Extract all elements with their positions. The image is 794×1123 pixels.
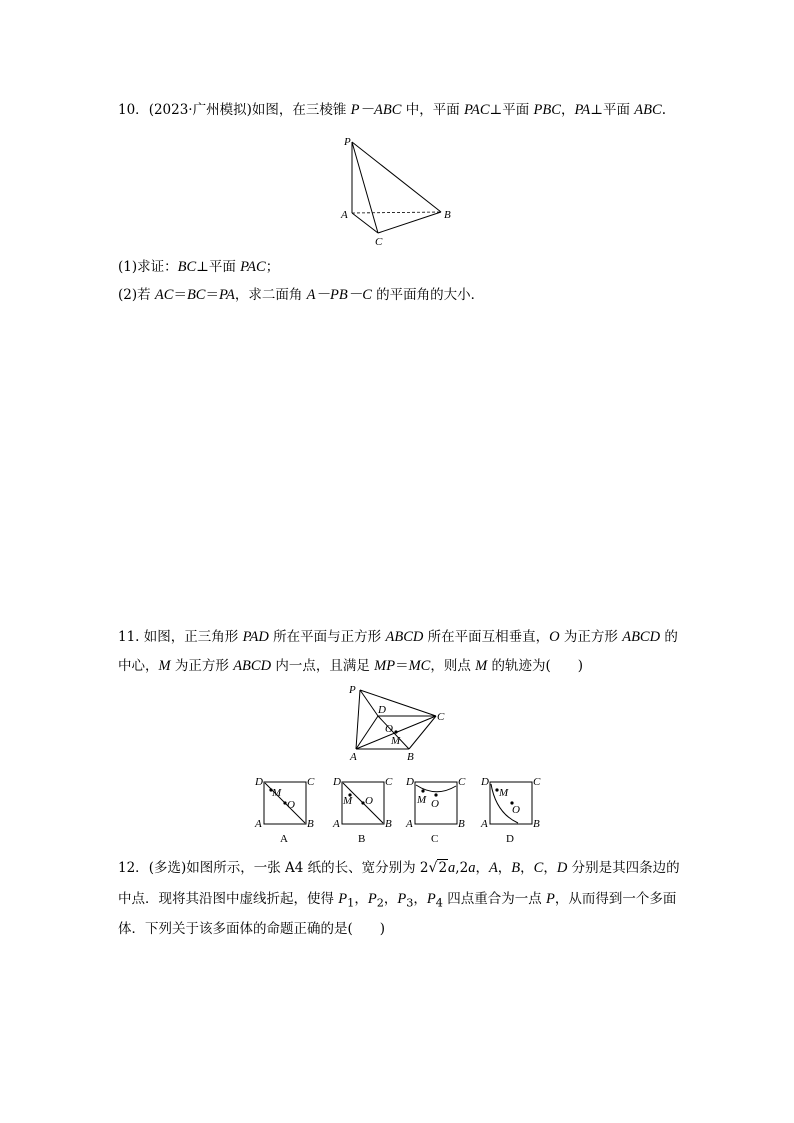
q11-option-c[interactable] [403,773,473,852]
q10-label-C: C [375,236,383,248]
q11-opt-a-label-D: D [255,776,263,788]
q12-text: ， [354,891,368,907]
q11-text: 中心， [118,658,159,674]
q11-opt-a-label-O: O [287,799,295,811]
q10-text: ＝ [173,287,187,303]
q11-label-D: D [378,704,386,716]
q10-label-B: B [444,209,451,221]
q10-math: PAC [240,259,266,275]
q10-text: ； [265,259,280,275]
q12-math: B [511,860,521,876]
q11-opt-b-label-A: A [333,818,340,830]
q11-text: 所在平面与正方形 [268,629,386,645]
q10-math: AC [154,287,174,303]
q11-label-A: A [350,751,357,763]
q11-opt-b-label-B: B [385,818,392,830]
q10-text: ，求二面角 [234,287,307,303]
q11-label-P: P [349,684,356,696]
q11-math: M [475,658,488,674]
q10-text: ＝ [205,287,219,303]
q11-text: 为正方形 [170,658,234,674]
q12-stem-line1 [118,859,680,877]
q10-part2-text: (2)若 [118,287,155,303]
q11-text: 内一点，且满足 [271,658,375,674]
q11-label-B: B [407,751,414,763]
q12-text: ,2 [455,860,469,876]
q11-opt-a-label-A: A [255,818,262,830]
q10-number: 10． [118,102,149,118]
q10-text: ⊥平面 [196,259,241,275]
q10-label-P: P [344,136,351,148]
q10-part1-text: (1)求证： [118,259,178,275]
q11-math: M [158,658,171,674]
q11-stem-line1 [118,628,678,646]
q11-number: 11. [118,629,144,645]
q12-text: 体．下列关于该多面体的命题正确的是( ) [118,921,386,937]
q11-opt-d-label-B: B [533,818,540,830]
q12-math: A [488,860,498,876]
q12-text: ， [475,860,489,876]
q11-opt-c-label-B: B [458,818,465,830]
q10-math: A－PB－C [306,287,372,303]
q11-opt-c-label-D: D [406,776,414,788]
q11-math: PAD [242,629,269,645]
q11-label-C: C [437,711,445,723]
q11-math: ABCD [385,629,424,645]
q11-text: ＝ [395,658,409,674]
q10-math: BC [177,259,197,275]
q11-opt-c-label-M: M [417,794,427,806]
q12-subscript: 4 [435,896,443,910]
q10-stem [118,101,666,119]
q11-label-O: O [385,723,393,735]
q10-math: ABC [634,102,662,118]
q12-stem-line3 [118,920,385,938]
q12-math: P [426,891,436,907]
q12-text: ， [520,860,534,876]
q11-opt-b-label-D: D [333,776,341,788]
q12-math: P [338,891,348,907]
q10-source: (2023·广州模拟) [148,102,252,118]
q10-text: 中，平面 [401,102,465,118]
q10-text: . [661,102,666,118]
q12-number: 12． [118,860,149,876]
q10-text: ⊥平面 [590,102,635,118]
q12-math: a [468,860,476,876]
sqrt-radical-icon: √ [428,860,438,876]
q11-math: MP [374,658,396,674]
q11-math: ABCD [622,629,661,645]
q10-text: 的平面角的大小． [371,287,485,303]
q11-opt-d-label-D: D [481,776,489,788]
q12-text: 四点重合为一点 [442,891,547,907]
q11-opt-c-label-A: A [406,818,413,830]
q12-text: ， [543,860,557,876]
q12-stem-line2 [118,890,676,913]
q11-text: 所在平面互相垂直， [423,629,550,645]
q11-label-M: M [391,735,401,747]
q11-option-b-letter: B [358,833,366,845]
q12-text: ， [413,891,427,907]
q12-math: P [546,891,555,907]
q12-sqrt-value: 2 [438,860,448,876]
q11-math: ABCD [233,658,272,674]
q12-subscript: 3 [406,896,414,910]
q10-text: 如图，在三棱锥 [251,102,351,118]
q11-option-a-letter: A [280,833,288,845]
q12-text: 中点．现将其沿图中虚线折起，使得 [118,891,339,907]
q11-opt-d-label-M: M [499,787,509,799]
q11-option-a[interactable] [252,773,322,852]
q11-opt-a-label-B: B [307,818,314,830]
q11-opt-d-label-O: O [512,804,520,816]
q11-text: 的轨迹为( ) [487,658,584,674]
q11-figure-pyramid [340,680,460,769]
q11-option-b[interactable] [330,773,400,852]
q12-math: P [397,891,407,907]
q12-text: 分别是其四条边的 [567,860,680,876]
q11-text: ，则点 [430,658,476,674]
q10-math: P－ABC [350,102,402,118]
q11-math: O [549,629,560,645]
q11-math: MC [408,658,431,674]
q10-label-A: A [341,209,348,221]
q10-figure-tetrahedron [330,130,470,254]
q12-text: ， [497,860,512,876]
q12-sqrt [429,859,449,876]
q10-math: PA [574,102,591,118]
q12-math: D [556,860,568,876]
q11-text: 如图，正三角形 [143,629,243,645]
q11-opt-d-label-A: A [481,818,488,830]
q10-math: PA [218,287,235,303]
q11-opt-b-label-C: C [385,776,393,788]
q11-opt-b-label-O: O [365,795,373,807]
q11-opt-c-label-O: O [431,798,439,810]
q12-math: a [448,860,456,876]
q10-text: ， [560,102,575,118]
q12-math: P [367,891,377,907]
q12-text: ，从而得到一个多面 [554,891,677,907]
q11-opt-a-label-C: C [307,776,315,788]
q10-part2 [118,286,484,304]
q12-subscript: 1 [347,896,355,910]
q10-text: ⊥平面 [489,102,534,118]
q11-opt-a-label-M: M [272,787,282,799]
q12-math: C [533,860,544,876]
q10-math: PAC [464,102,490,118]
q11-option-c-letter: C [431,833,439,845]
q12-subscript: 2 [376,896,384,910]
q12-text: (多选)如图所示，一张 A4 纸的长、宽分别为 2 [148,860,429,876]
q12-text: ， [383,891,398,907]
q11-text: 为正方形 [559,629,623,645]
q11-opt-b-label-M: M [343,795,353,807]
q10-math: PBC [533,102,561,118]
q11-option-d-letter: D [506,833,514,845]
q10-part1 [118,258,279,276]
q11-opt-c-label-C: C [458,776,466,788]
q11-option-d[interactable] [478,773,548,852]
q11-text: 的 [660,629,678,645]
q11-opt-d-label-C: C [533,776,541,788]
q11-stem-line2 [118,657,583,675]
q10-math: BC [186,287,206,303]
